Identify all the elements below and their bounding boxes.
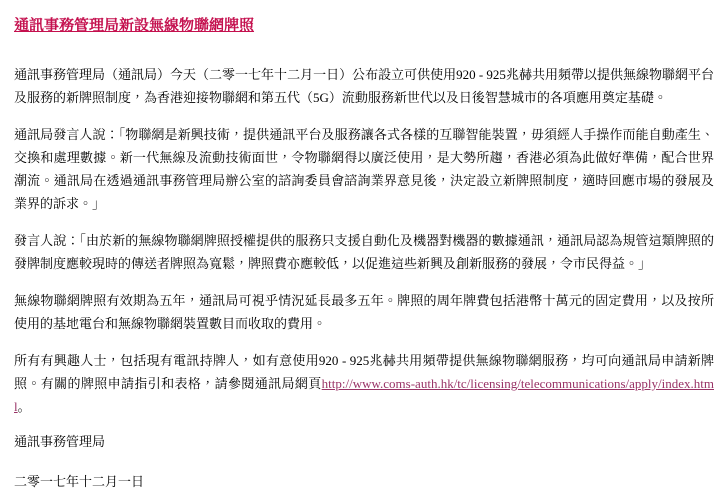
- application-text-after-link: 。: [17, 399, 31, 414]
- signature: 通訊事務管理局: [14, 434, 106, 449]
- paragraph-spokesman-quote-1: 通訊局發言人說：「物聯網是新興技術，提供通訊平台及服務讓各式各樣的互聯智能裝置，毋須經人手操作而能自動產生、交換和處理數據。新一代無線及流動技術面世，令物聯網得以廣泛使用，是大勢所趨，香港必須為此做好準備，配合世界潮流。通訊局在透過通訊事務管理局辦公室的諮詢委員會諮詢業界意見後，決定設立新牌照制度，適時回應市場的發展及業界的訴求。」: [14, 127, 714, 211]
- paragraph-licence-validity-fee: 無線物聯網牌照有效期為五年，通訊局可視乎情況延長最多五年。牌照的周年牌費包括港幣十萬元的固定費用，以及按所使用的基地電台和無線物聯網裝置數目而收取的費用。: [14, 293, 714, 331]
- page-title: 通訊事務管理局新設無線物聯網牌照: [14, 18, 255, 34]
- paragraph-intro: 通訊事務管理局（通訊局）今天（二零一七年十二月一日）公布設立可供使用920 - 925兆赫共用頻帶以提供無線物聯網平台及服務的新牌照制度，為香港迎接物聯網和第五代（5G）流動服務新世代以及日後智慧城市的各項應用奠定基礎。: [14, 67, 714, 105]
- paragraph-application: [14, 349, 714, 418]
- paragraph-spokesman-quote-2: 發言人說：「由於新的無線物聯網牌照授權提供的服務只支援自動化及機器對機器的數據通訊，通訊局認為規管這類牌照的發牌制度應較現時的傳送者牌照為寬鬆，牌照費亦應較低，以促進這些新興及創新服務的發展，令市民得益。」: [14, 233, 714, 271]
- licence-application-link[interactable]: http://www.coms-auth.hk/tc/licensing/telecommunications/apply/index.html: [14, 376, 714, 414]
- release-date: 二零一七年十二月一日: [14, 474, 145, 489]
- application-text-before-link: 所有有興趣人士，包括現有電訊持牌人，如有意使用920 - 925兆赫共用頻帶提供無線物聯網服務，均可向通訊局申請新牌照。有關的牌照申請指引和表格，請參閱通訊局網頁: [14, 353, 714, 391]
